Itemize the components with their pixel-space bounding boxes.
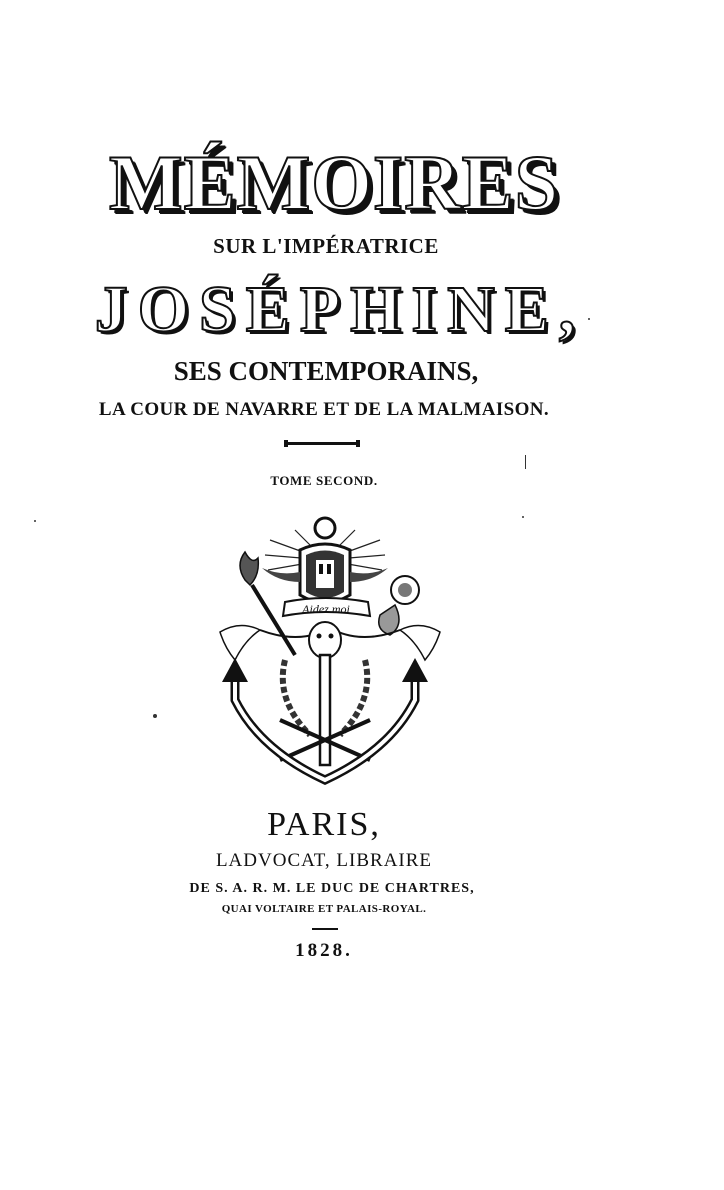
imprint-patron: DE S. A. R. M. LE DUC DE CHARTRES, — [189, 881, 475, 896]
paper-speck — [588, 318, 590, 320]
subject-name: JOSÉPHINE, — [94, 273, 586, 346]
paper-speck — [153, 714, 157, 718]
paper-speck — [34, 520, 36, 522]
subtitle-contemporains: SES CONTEMPORAINS, — [173, 356, 479, 386]
paper-speck — [522, 516, 524, 518]
imprint-publisher: LADVOCAT, LIBRAIRE — [215, 850, 433, 871]
emblem-motto: Aidez moi — [302, 602, 350, 616]
main-title: MÉMOIRES — [108, 139, 560, 226]
imprint-city: PARIS, — [267, 806, 381, 843]
short-rule — [312, 928, 338, 930]
ornamental-rule — [286, 442, 358, 445]
subtitle-imperatrice: SUR L'IMPÉRATRICE — [213, 234, 439, 258]
paper-speck — [525, 455, 526, 469]
imprint-year: 1828. — [295, 940, 353, 961]
imprint-address: QUAI VOLTAIRE ET PALAIS-ROYAL. — [221, 903, 427, 915]
volume-label: TOME SECOND. — [270, 473, 378, 488]
subtitle-cour: LA COUR DE NAVARRE ET DE LA MALMAISON. — [98, 399, 550, 420]
anchor-printers-device-icon — [200, 510, 460, 790]
